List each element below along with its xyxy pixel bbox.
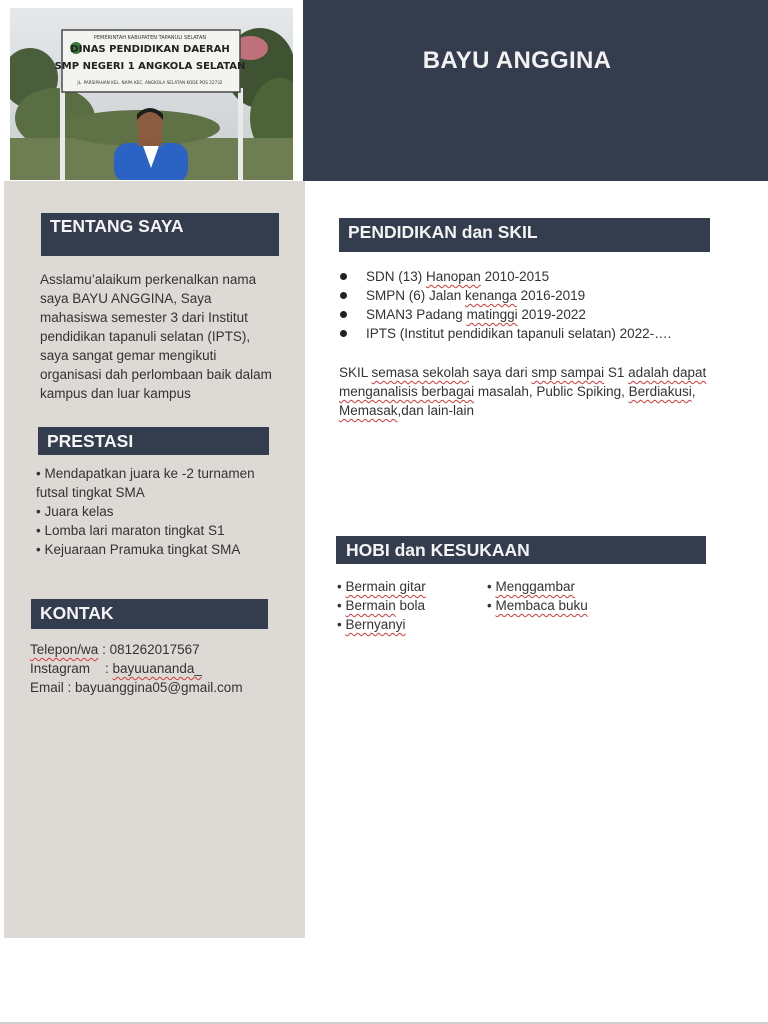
about-line: mahasiswa semester 3 dari Institut (40, 310, 248, 325)
achievement-line: • Kejuaraan Pramuka tingkat SMA (36, 542, 241, 557)
hobby-item (337, 615, 487, 634)
skill-fragment: saya dari (469, 365, 532, 380)
skill-fragment: masalah, Public Spiking, (474, 384, 629, 399)
achievements-text (36, 464, 291, 559)
hobby-bullet: • (337, 598, 346, 613)
about-text (40, 270, 290, 403)
skill-fragment: SKIL (339, 365, 372, 380)
about-line: saya BAYU ANGGINA, Saya (40, 291, 212, 306)
achievement-line: • Mendapatkan juara ke -2 turnamen (36, 466, 255, 481)
education-item-text: IPTS (Institut pendidikan tapanuli selatan) 2022-…. (366, 326, 672, 341)
education-item (338, 324, 728, 343)
achievements-heading: PRESTASI (47, 431, 134, 451)
sign-text-1: PEMERINTAH KABUPATEN TAPANULI SELATAN (93, 35, 207, 41)
education-heading-bar (339, 218, 710, 252)
skill-fragment: ,dan lain-lain (397, 403, 475, 418)
skill-line (339, 363, 739, 382)
skill-fragment: smp sampai (531, 365, 605, 380)
contact-phone-label: Telepon/wa (30, 642, 99, 657)
about-line: saya sangat gemar mengikuti (40, 348, 217, 363)
hobby-text: Menggambar (495, 579, 576, 594)
education-item (338, 286, 728, 305)
bullet-dot (340, 273, 347, 280)
resume-name: BAYU ANGGINA (422, 47, 612, 74)
education-item-text-marked: Hanopan (426, 269, 481, 284)
bullet-dot (340, 292, 347, 299)
sign-text-2: DINAS PENDIDIKAN DAERAH (70, 44, 230, 55)
contact-email: Email : bayuanggina05@gmail.com (30, 680, 243, 695)
skill-fragment: Memasak (339, 403, 398, 418)
about-line: kampus dan luar kampus (40, 386, 191, 401)
education-item-text: SMAN3 Padang (366, 307, 467, 322)
hobby-text: Bermain gitar (345, 579, 426, 594)
contact-heading: KONTAK (40, 603, 114, 623)
education-item (338, 267, 728, 286)
education-item (338, 305, 728, 324)
contact-instagram-label: Instagram : (30, 661, 113, 676)
skill-fragment: adalah dapat (628, 365, 707, 380)
contact-phone-value: : 081262017567 (98, 642, 200, 657)
hobbies-col-2 (487, 577, 667, 615)
about-heading: TENTANG SAYA (50, 216, 184, 236)
contact-instagram-value[interactable]: bayuuananda_ (112, 661, 202, 676)
sign-text-3: SMP NEGERI 1 ANGKOLA SELATAN (54, 61, 246, 72)
education-item-years: 2010-2015 (480, 269, 550, 284)
hobby-text: Bermain (345, 598, 396, 613)
skill-fragment: menganalisis berbagai (339, 384, 475, 399)
skill-text (339, 363, 739, 420)
sign-text-4: JL. PARSIPAHAN KEL. NAPA KEC. ANGKOLA SELATAN KODE POS 22732 (77, 80, 223, 85)
about-line: pendidikan tapanuli selatan (IPTS), (40, 329, 251, 344)
profile-photo-image (10, 8, 293, 180)
education-heading: PENDIDIKAN dan SKIL (348, 222, 538, 242)
skill-fragment: semasa sekolah (371, 365, 470, 380)
hobby-item (337, 596, 487, 615)
skill-fragment: S1 (604, 365, 629, 380)
header-band (303, 0, 768, 181)
hobby-bullet: • (487, 598, 496, 613)
hobby-bullet: • (487, 579, 496, 594)
education-item-text: SMPN (6) Jalan (366, 288, 466, 303)
hobby-bullet: • (337, 579, 346, 594)
hobby-text-plain: bola (395, 598, 426, 613)
about-heading-bar (41, 213, 279, 256)
education-item-text-marked: matinggi (466, 307, 518, 322)
hobby-text: Membaca buku (495, 598, 588, 613)
hobby-bullet: • (337, 617, 346, 632)
education-item-years: 2016-2019 (516, 288, 586, 303)
contact-heading-bar (31, 599, 268, 629)
hobby-item (337, 577, 487, 596)
hobbies-heading: HOBI dan KESUKAAN (346, 540, 530, 560)
hobbies-heading-bar (336, 536, 706, 564)
achievement-line: futsal tingkat SMA (36, 485, 145, 500)
about-line: organisasi dah perlombaan baik dalam (40, 367, 272, 382)
achievement-line: • Juara kelas (36, 504, 114, 519)
about-line: Asslamu’alaikum perkenalkan nama (40, 272, 257, 287)
profile-photo (10, 8, 293, 180)
hobby-text: Bernyanyi (345, 617, 406, 632)
bullet-dot (340, 330, 347, 337)
education-item-text-marked: kenanga (465, 288, 517, 303)
skill-line (339, 401, 739, 420)
hobby-item (487, 577, 667, 596)
achievement-line: • Lomba lari maraton tingkat S1 (36, 523, 225, 538)
hobby-item (487, 596, 667, 615)
hobbies-col-1 (337, 577, 487, 634)
skill-fragment: Berdiakusi (628, 384, 692, 399)
education-item-text: SDN (13) (366, 269, 427, 284)
education-list (338, 267, 728, 343)
education-item-years: 2019-2022 (517, 307, 586, 322)
contact-text (30, 640, 300, 697)
skill-line (339, 382, 739, 401)
skill-fragment: , (691, 384, 696, 399)
contact-phone (30, 640, 300, 659)
achievements-heading-bar (38, 427, 269, 455)
contact-instagram (30, 659, 300, 678)
bullet-dot (340, 311, 347, 318)
